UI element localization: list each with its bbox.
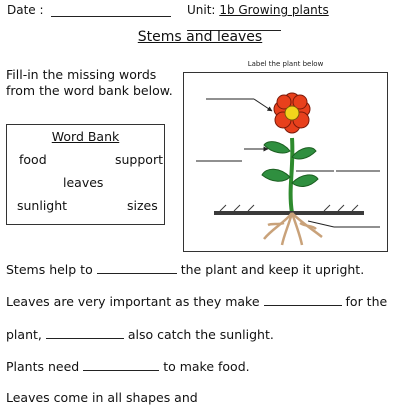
leaf [292, 148, 316, 159]
plant-diagram [183, 60, 388, 252]
leaf [262, 169, 290, 181]
diagram-caption: Label the plant below [247, 60, 324, 68]
sentence-text: Plants need [6, 359, 80, 374]
word-bank-word: sizes [127, 198, 158, 213]
flower [274, 93, 310, 133]
word-bank-word: food [19, 152, 47, 167]
soil-line [214, 211, 364, 215]
sentence-text: to make food. [163, 359, 250, 374]
sentence-2 [6, 294, 387, 309]
date-label: Date : [7, 3, 44, 17]
instruction-line-1: Fill-in the missing words [6, 67, 157, 82]
instruction-line-2: from the word bank below. [6, 83, 173, 98]
answer-blank[interactable] [46, 337, 124, 339]
sentence-text: for the [345, 294, 388, 309]
leaf [292, 175, 318, 187]
plant-illustration [184, 73, 387, 251]
answer-blank[interactable] [83, 369, 159, 371]
sentence-text: also catch the sunlight. [127, 327, 274, 342]
sentence-text: plant, [6, 327, 42, 342]
word-bank-word: sunlight [17, 198, 68, 213]
sentence-text: the plant and keep it upright. [180, 262, 365, 277]
soil [220, 205, 358, 211]
roots [264, 213, 322, 245]
sentence-4 [6, 359, 250, 374]
unit-field [187, 3, 400, 31]
answer-blank[interactable] [97, 272, 177, 274]
word-bank [6, 124, 165, 225]
sentence-3 [6, 327, 274, 342]
stem [291, 138, 293, 213]
word-bank-word: support [115, 152, 163, 167]
instructions [6, 67, 186, 99]
sentence-text: Leaves are very important as they make [6, 294, 260, 309]
sentence-text: Leaves come in all shapes and [6, 390, 198, 405]
flower-center [285, 106, 299, 120]
worksheet-title: Stems and leaves [137, 29, 263, 45]
word-bank-word: leaves [63, 175, 104, 190]
sentence-1 [6, 262, 364, 277]
unit-value: 1b Growing plants [219, 3, 329, 17]
word-bank-title: Word Bank [51, 129, 120, 144]
unit-label: Unit: [187, 3, 216, 17]
leaf [264, 142, 290, 153]
answer-blank[interactable] [264, 304, 342, 306]
sentence-text: Stems help to [6, 262, 93, 277]
date-blank[interactable] [51, 4, 171, 17]
date-field [7, 3, 171, 17]
sentence-5 [6, 390, 198, 405]
